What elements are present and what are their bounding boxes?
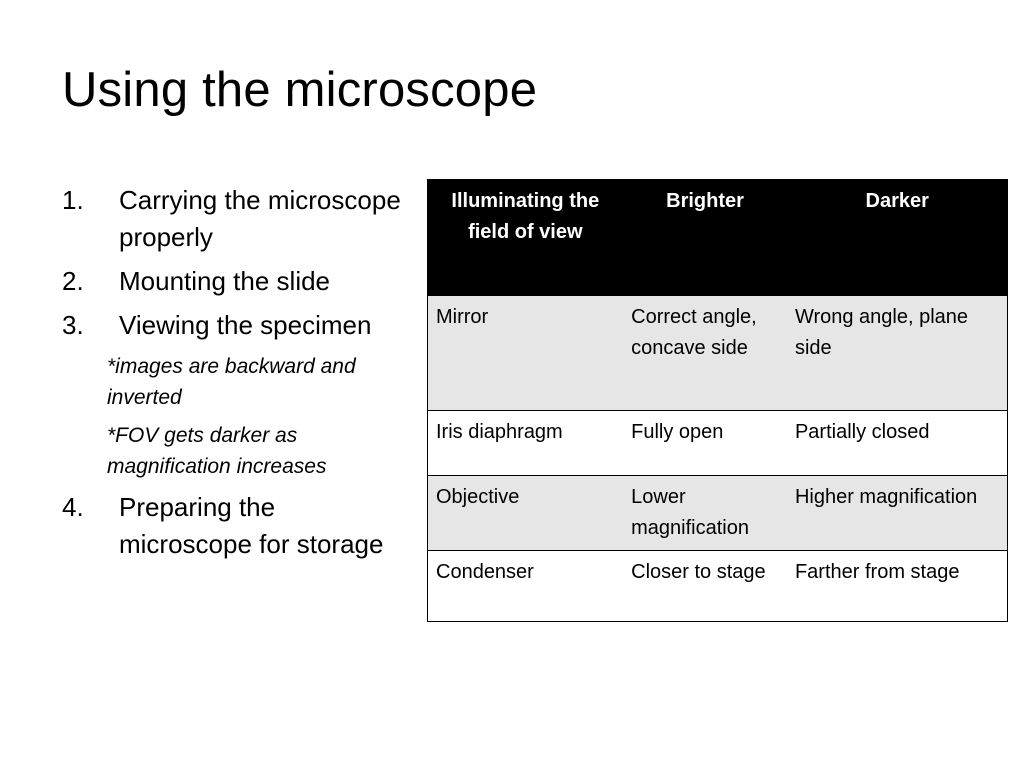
table-cell: Iris diaphragm [428,411,624,476]
table-row [428,296,1008,411]
table-cell: Wrong angle, plane side [787,296,1008,411]
table-cell: Objective [428,476,624,551]
list-item-text: Carrying the microscope properly [119,185,401,252]
table-row [428,476,1008,551]
table-header-cell: Illuminating the field of view [428,180,624,296]
steps-list [62,182,402,570]
list-item-number: 2. [62,266,84,296]
list-item-text: Mounting the slide [119,266,331,296]
list-item-text: Preparing the microscope for storage [119,492,384,559]
table-cell: Correct angle, concave side [623,296,787,411]
illumination-table [427,179,1008,622]
list-item [62,263,402,300]
list-item [62,182,402,256]
table-cell: Condenser [428,551,624,622]
table-row [428,551,1008,622]
table-cell: Farther from stage [787,551,1008,622]
list-item-number: 3. [62,310,84,340]
list-item [62,489,402,563]
table-cell: Fully open [623,411,787,476]
list-item-text: Viewing the specimen [119,310,372,340]
slide-title: Using the microscope [62,63,538,117]
table-cell: Closer to stage [623,551,787,622]
note-fov-darker: *FOV gets darker as magnification increases [107,424,327,478]
list-item-number: 4. [62,492,84,522]
table-header-cell: Brighter [623,180,787,296]
table-header-row [428,180,1008,296]
table-cell: Lower magnification [623,476,787,551]
table-row [428,411,1008,476]
note-backward-inverted: *images are backward and inverted [107,355,356,409]
table-cell: Higher magnification [787,476,1008,551]
table-header-cell: Darker [787,180,1008,296]
list-item [62,307,402,344]
table-cell: Partially closed [787,411,1008,476]
table-cell: Mirror [428,296,624,411]
list-item-number: 1. [62,185,84,215]
